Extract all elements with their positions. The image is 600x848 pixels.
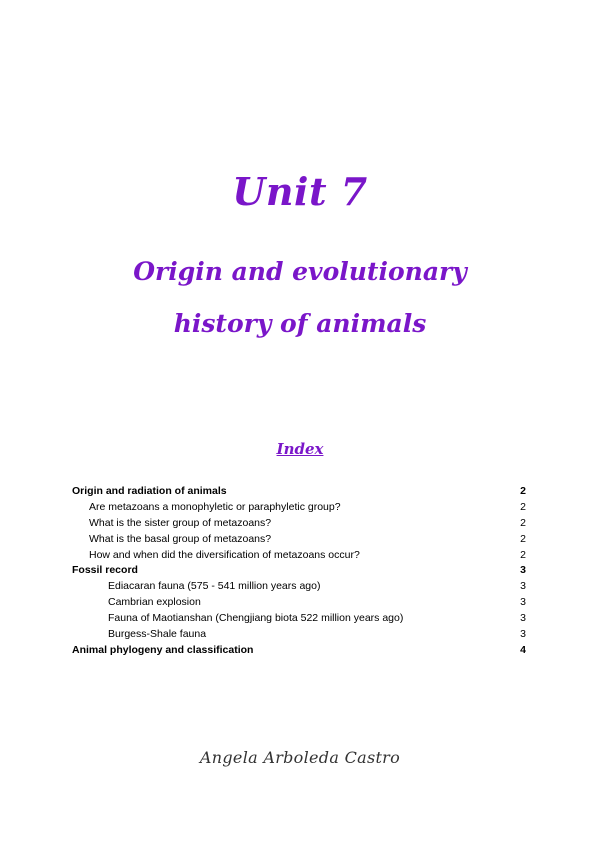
toc-entry-page: 4: [520, 643, 526, 656]
toc-entry-title: How and when did the diversification of metazoans occur?: [89, 548, 360, 561]
subtitle-line-1: Origin and evolutionary: [133, 257, 467, 286]
toc-entry-page: 2: [520, 532, 526, 545]
toc-entry-title: Animal phylogeny and classification: [72, 643, 254, 656]
toc-entry-title: Origin and radiation of animals: [72, 485, 227, 497]
toc-entry[interactable]: [72, 563, 528, 579]
toc-entry-page: 3: [520, 612, 526, 625]
toc-entry-page: 2: [520, 516, 526, 529]
toc-entry-title: Cambrian explosion: [108, 596, 201, 609]
toc-entry[interactable]: [72, 500, 528, 516]
toc-entry[interactable]: [72, 516, 528, 532]
table-of-contents: [72, 484, 528, 659]
toc-entry-page: 2: [520, 500, 526, 513]
toc-entry[interactable]: [72, 595, 528, 611]
toc-entry-page: 3: [520, 564, 526, 577]
toc-entry-title: Burgess-Shale fauna: [108, 628, 207, 641]
toc-entry-title: What is the sister group of metazoans?: [89, 516, 272, 529]
subtitle-line-2: history of animals: [173, 309, 427, 338]
toc-entry-title: Ediacaran fauna (575 - 541 million years ago): [108, 580, 321, 593]
toc-entry-page: 3: [520, 596, 526, 609]
unit-title: Unit 7: [232, 169, 368, 214]
toc-entry-page: 3: [520, 580, 526, 593]
toc-entry-title: Fauna of Maotianshan (Chengjiang biota 522 million years ago): [108, 612, 404, 625]
toc-entry[interactable]: [72, 611, 528, 627]
toc-entry[interactable]: [72, 627, 528, 643]
toc-entry-page: 2: [520, 485, 526, 497]
toc-entry[interactable]: [72, 579, 528, 595]
toc-entry-page: 3: [520, 628, 526, 641]
toc-entry-page: 2: [520, 548, 526, 561]
toc-entry[interactable]: [72, 548, 528, 564]
toc-entry[interactable]: [72, 484, 528, 500]
toc-entry-title: Fossil record: [72, 564, 138, 577]
toc-entry[interactable]: [72, 532, 528, 548]
index-heading: Index: [276, 440, 324, 458]
document-subtitle: [0, 246, 600, 350]
toc-entry-title: What is the basal group of metazoans?: [89, 532, 272, 545]
author-signature: Angela Arboleda Castro: [199, 748, 401, 767]
toc-entry[interactable]: [72, 643, 528, 659]
toc-entry-title: Are metazoans a monophyletic or paraphyletic group?: [89, 500, 341, 513]
